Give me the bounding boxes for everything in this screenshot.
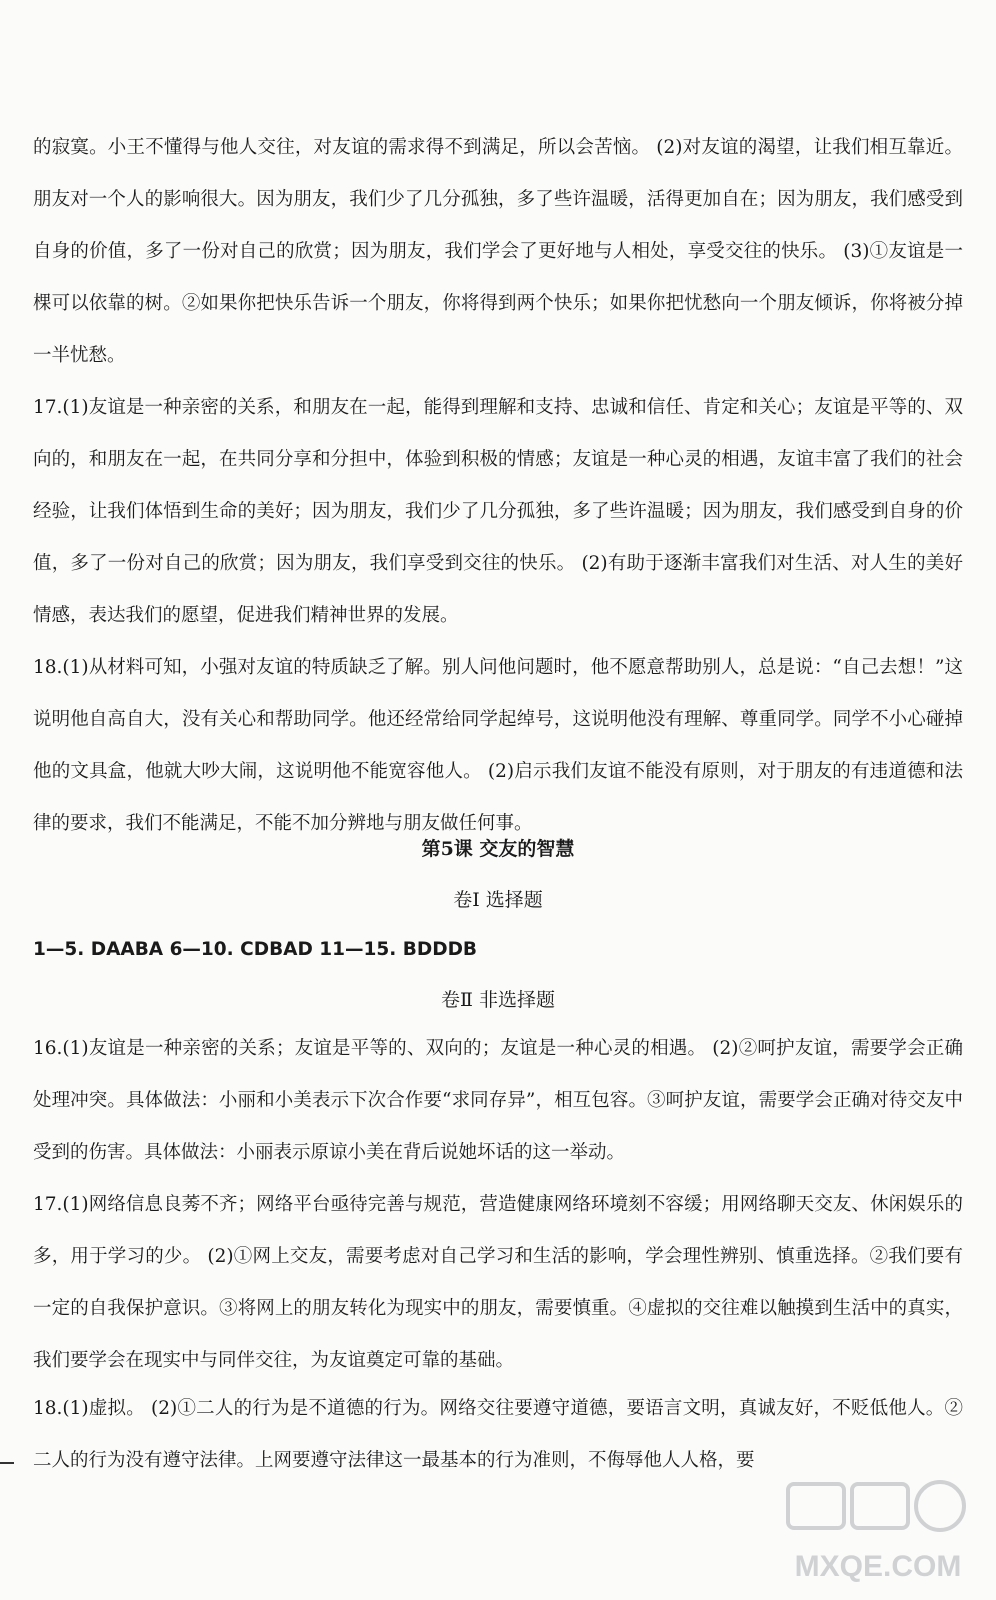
paragraph-17: 17.(1)友谊是一种亲密的关系，和朋友在一起，能得到理解和支持、忠诚和信任、肯定和关心；友谊是平等的、双向的，和朋友在一起，在共同分享和分担中，体验到积极的情感；友谊是一种心灵的相遇，友谊丰富了我们的社会经验，让我们体悟到生命的美好；因为朋友，我们少了几分孤独，多了些许温暖；因为朋友，我们感受到自身的价值，多了一份对自己的欣赏；因为朋友，我们享受到交往的快乐。 (2)有助于逐渐丰富我们对生活、对人生的美好情感，表达我们的愿望，促进我们精神世界的发展。	[33, 397, 963, 626]
answer-18: 18.(1)虚拟。 (2)①二人的行为是不道德的行为。网络交往要遵守道德，要语言文明，真诚友好，不贬低他人。②二人的行为没有遵守法律。上网要遵守法律这一最基本的行为准则，不侮辱他人人格，要	[33, 1398, 963, 1471]
watermark-text: MXQE.COM	[794, 1550, 962, 1583]
section2-title: 卷Ⅱ 非选择题	[441, 989, 555, 1011]
section1-title: 卷Ⅰ 选择题	[453, 889, 543, 911]
paragraph-18: 18.(1)从材料可知，小强对友谊的特质缺乏了解。别人问他问题时，他不愿意帮助别人，总是说：“自己去想！”这说明他自高自大，没有关心和帮助同学。他还经常给同学起绰号，这说明他没有理解、尊重同学。同学不小心碰掉他的文具盒，他就大吵大闹，这说明他不能宽容他人。 (2)启示我们友谊不能没有原则，对于朋友的有违道德和法律的要求，我们不能满足，不能不加分辨地与朋友做任何事。	[33, 657, 963, 834]
paragraph-16-continued: 的寂寞。小王不懂得与他人交往，对友谊的需求得不到满足，所以会苦恼。 (2)对友谊的渴望，让我们相互靠近。朋友对一个人的影响很大。因为朋友，我们少了几分孤独，多了些许温暖，活得更加自在；因为朋友，我们感受到自身的价值，多了一份对自己的欣赏；因为朋友，我们学会了更好地与人相处，享受交往的快乐。 (3)①友谊是一棵可以依靠的树。②如果你把快乐告诉一个朋友，你将得到两个快乐；如果你把忧愁向一个朋友倾诉，你将被分掉一半忧愁。	[33, 137, 963, 366]
answer-16: 16.(1)友谊是一种亲密的关系；友谊是平等的、双向的；友谊是一种心灵的相遇。 (2)②呵护友谊，需要学会正确处理冲突。具体做法：小丽和小美表示下次合作要“求同存异”，相互包容。③呵护友谊，需要学会正确对待交友中受到的伤害。具体做法：小丽表示原谅小美在背后说她坏话的这一举动。	[33, 1038, 963, 1163]
left-margin-mark	[0, 1462, 14, 1464]
watermark-logo	[778, 1480, 978, 1590]
lesson-title: 第5课 交友的智慧	[421, 838, 575, 860]
choice-answers: 1—5. DAABA 6—10. CDBAD 11—15. BDDDB	[33, 939, 478, 960]
answer-17: 17.(1)网络信息良莠不齐；网络平台亟待完善与规范，营造健康网络环境刻不容缓；用网络聊天交友、休闲娱乐的多，用于学习的少。 (2)①网上交友，需要考虑对自己学习和生活的影响，学会理性辨别、慎重选择。②我们要有一定的自我保护意识。③将网上的朋友转化为现实中的朋友，需要慎重。④虚拟的交往难以触摸到生活中的真实，我们要学会在现实中与同伴交往，为友谊奠定可靠的基础。	[33, 1194, 963, 1371]
